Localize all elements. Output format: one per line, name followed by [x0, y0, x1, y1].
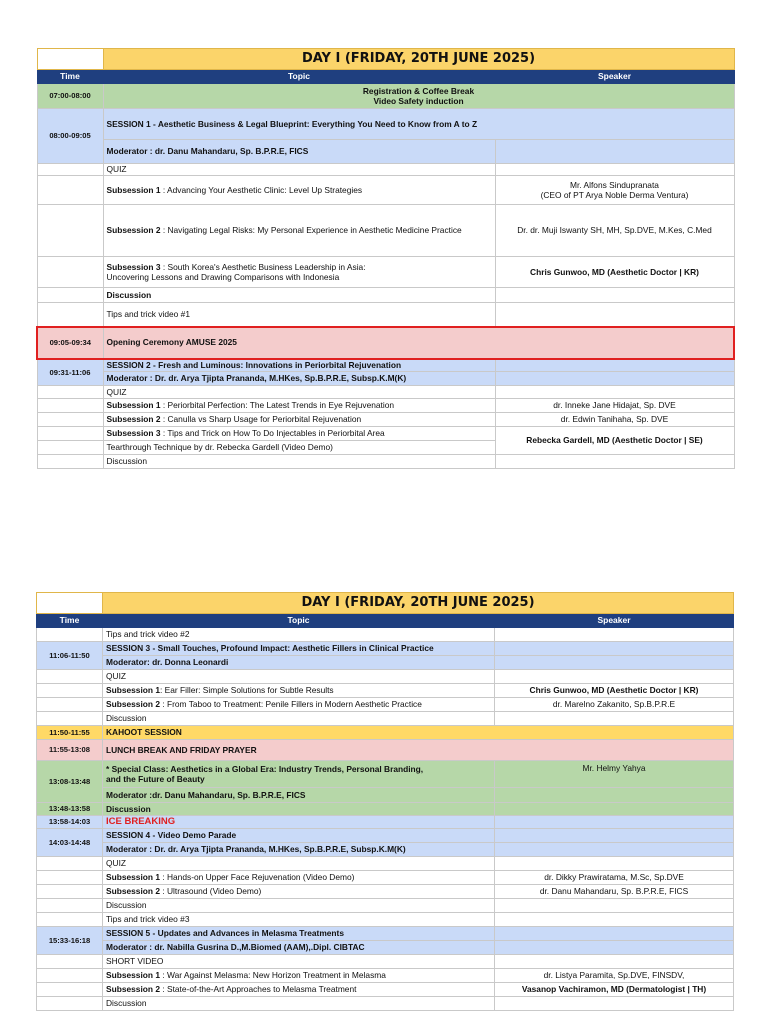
subsession-label: Subsession 2	[106, 414, 161, 425]
session-title: SESSION 3 - Small Touches, Profound Impact: Aesthetic Fillers in Clinical Practice	[103, 642, 495, 656]
table-row	[37, 303, 734, 327]
quiz-label: QUIZ	[103, 164, 495, 176]
moderator: Moderator : Dr. dr. Arya Tjipta Prananda, M.HKes, Sp.B.P.R.E, Subsp.K.M(K)	[103, 372, 495, 386]
table-row	[37, 684, 734, 698]
header-topic: Topic	[103, 614, 495, 628]
subsession-label: Subsession 2	[106, 984, 160, 995]
registration-line: Registration & Coffee Break	[362, 85, 475, 96]
subsession-topic	[103, 257, 495, 288]
subsession-label: Subsession 1	[106, 970, 160, 981]
table-row	[37, 843, 734, 857]
subsession-text: : Tips and Trick on How To Do Injectables in Periorbital Area	[160, 428, 385, 439]
table-row	[37, 140, 734, 164]
session-title: SESSION 4 - Video Demo Parade	[103, 829, 495, 843]
table-row	[37, 642, 734, 656]
speaker-cell	[495, 176, 734, 205]
speaker-cell: dr. Marelno Zakanito, Sp.B.P.R.E	[495, 698, 734, 712]
speaker-cell: Chris Gunwoo, MD (Aesthetic Doctor | KR)	[495, 257, 734, 288]
title-row	[37, 49, 734, 70]
subsession-label: Subsession 3	[106, 428, 161, 439]
table-row	[37, 176, 734, 205]
opening-ceremony: Opening Ceremony AMUSE 2025	[103, 327, 734, 359]
subsession-topic	[103, 205, 495, 257]
table-row	[37, 899, 734, 913]
subsession-label: Subsession 1	[106, 400, 161, 411]
time-cell: 11:06-11:50	[37, 642, 103, 670]
table-row	[37, 969, 734, 983]
subsession-text: : Ultrasound (Video Demo)	[160, 886, 262, 897]
subsession-topic	[103, 871, 495, 885]
moderator: Moderator : dr. Nabilla Gusrina D.,M.Biomed (AAM),.Dipl. CIBTAC	[103, 941, 495, 955]
table-row	[37, 941, 734, 955]
subsession-topic	[103, 698, 495, 712]
discussion-label: Discussion	[103, 288, 495, 303]
header-time: Time	[37, 70, 103, 84]
subsession-text-line2: Uncovering Lessons and Drawing Comparisons with Indonesia	[106, 272, 340, 282]
speaker-cell: Chris Gunwoo, MD (Aesthetic Doctor | KR)	[495, 684, 734, 698]
subsession-topic	[103, 969, 495, 983]
tips-video-label: Tips and trick video #3	[103, 913, 495, 927]
table-row	[37, 109, 734, 140]
short-video-label: SHORT VIDEO	[103, 955, 495, 969]
time-cell: 13:58-14:03	[37, 816, 103, 829]
special-class-line1: * Special Class: Aesthetics in a Global Era: Industry Trends, Personal Branding,	[106, 763, 424, 774]
subsession-text: : Navigating Legal Risks: My Personal Experience in Aesthetic Medicine Practice	[160, 225, 462, 236]
special-class-title	[103, 761, 495, 788]
subsession-label: Subsession 1	[106, 184, 161, 195]
subsession-label: Subsession 3	[106, 261, 161, 272]
table-row	[37, 372, 734, 386]
table-row	[37, 761, 734, 788]
table-row	[37, 927, 734, 941]
speaker-cell: dr. Inneke Jane Hidajat, Sp. DVE	[495, 399, 734, 413]
table-row	[37, 913, 734, 927]
subsession-text: : Periorbital Perfection: The Latest Trends in Eye Rejuvenation	[160, 400, 395, 411]
subsession-text: : Hands-on Upper Face Rejuvenation (Video Demo)	[160, 872, 355, 883]
time-cell: 07:00-08:00	[37, 84, 103, 109]
schedule-table-1	[36, 48, 735, 469]
time-cell: 09:31-11:06	[37, 359, 103, 386]
time-cell: 13:08-13:48	[37, 761, 103, 803]
tips-video-label: Tips and trick video #2	[103, 628, 495, 642]
quiz-label: QUIZ	[103, 857, 495, 871]
table-row	[37, 656, 734, 670]
table-row	[37, 726, 734, 740]
table-row	[37, 670, 734, 684]
table-row	[37, 829, 734, 843]
header-row	[37, 614, 734, 628]
time-cell: 11:50-11:55	[37, 726, 103, 740]
table-row	[37, 857, 734, 871]
moderator: Moderator :dr. Danu Mahandaru, Sp. B.P.R.E, FICS	[103, 788, 495, 803]
subsession-topic	[103, 399, 495, 413]
speaker-cell: Rebecka Gardell, MD (Aesthetic Doctor | SE)	[495, 427, 734, 455]
day-title: DAY I (FRIDAY, 20TH JUNE 2025)	[103, 49, 734, 70]
speaker-cell: dr. Dikky Prawiratama, M.Sc, Sp.DVE	[495, 871, 734, 885]
subsession-text: : Advancing Your Aesthetic Clinic: Level Up Strategies	[160, 184, 363, 195]
subsession-label: Subsession 2	[106, 886, 160, 897]
speaker-cell: dr. Listya Paramita, Sp.DVE, FINSDV,	[495, 969, 734, 983]
time-cell: 09:05-09:34	[37, 327, 103, 359]
time-cell: 15:33-16:18	[37, 927, 103, 955]
table-row	[37, 386, 734, 399]
speaker-cell: Dr. dr. Muji Iswanty SH, MH, Sp.DVE, M.Kes, C.Med	[495, 205, 734, 257]
moderator: Moderator : Dr. dr. Arya Tjipta Prananda, M.HKes, Sp.B.P.R.E, Subsp.K.M(K)	[103, 843, 495, 857]
table-row	[37, 885, 734, 899]
speaker-affiliation: (CEO of PT Arya Noble Derma Ventura)	[540, 190, 689, 200]
subsession-text: : State-of-the-Art Approaches to Melasma Treatment	[160, 984, 357, 995]
speaker-name: Mr. Alfons Sindupranata	[570, 179, 659, 190]
moderator: Moderator : dr. Danu Mahandaru, Sp. B.P.R.E, FICS	[103, 140, 495, 164]
header-topic: Topic	[103, 70, 495, 84]
session-title: SESSION 2 - Fresh and Luminous: Innovations in Periorbital Rejuvenation	[103, 359, 495, 372]
lunch-break: LUNCH BREAK AND FRIDAY PRAYER	[103, 740, 734, 761]
discussion-label: Discussion	[103, 803, 495, 816]
time-cell: 13:48-13:58	[37, 803, 103, 816]
discussion-label: Discussion	[103, 712, 495, 726]
table-row	[37, 712, 734, 726]
table-row	[37, 698, 734, 712]
discussion-label: Discussion	[103, 997, 495, 1011]
registration-cell	[103, 84, 734, 109]
day-title: DAY I (FRIDAY, 20TH JUNE 2025)	[103, 593, 734, 614]
subsession-label: Subsession 1	[106, 685, 160, 696]
header-speaker: Speaker	[495, 70, 734, 84]
table-row	[37, 955, 734, 969]
table-row	[37, 399, 734, 413]
subsession-label: Subsession 2	[106, 225, 161, 236]
discussion-label: Discussion	[103, 455, 495, 469]
subsession-topic	[103, 885, 495, 899]
speaker-cell: dr. Danu Mahandaru, Sp. B.P.R.E, FICS	[495, 885, 734, 899]
title-row	[37, 593, 734, 614]
subsession-topic	[103, 176, 495, 205]
table-row	[37, 803, 734, 816]
table-row	[37, 871, 734, 885]
table-row	[37, 427, 734, 441]
table-row	[37, 205, 734, 257]
subsession-text: : Ear Filler: Simple Solutions for Subtle Results	[160, 685, 334, 696]
video-safety-line: Video Safety induction	[373, 96, 464, 106]
subsession-topic	[103, 983, 495, 997]
header-speaker: Speaker	[495, 614, 734, 628]
video-demo-topic: Tearthrough Technique by dr. Rebecka Gardell (Video Demo)	[103, 441, 495, 455]
quiz-label: QUIZ	[103, 386, 495, 399]
table-row	[37, 327, 734, 359]
table-row	[37, 164, 734, 176]
header-row	[37, 70, 734, 84]
table-row	[37, 257, 734, 288]
table-row	[37, 413, 734, 427]
session-title: SESSION 5 - Updates and Advances in Melasma Treatments	[103, 927, 495, 941]
time-cell: 08:00-09:05	[37, 109, 103, 164]
speaker-cell: Mr. Helmy Yahya	[495, 761, 734, 788]
discussion-label: Discussion	[103, 899, 495, 913]
table-row	[37, 997, 734, 1011]
kahoot-session: KAHOOT SESSION	[103, 726, 734, 740]
subsession-text: : From Taboo to Treatment: Penile Fillers in Modern Aesthetic Practice	[160, 699, 422, 710]
moderator: Moderator: dr. Donna Leonardi	[103, 656, 495, 670]
ice-breaking: ICE BREAKING	[103, 816, 495, 829]
subsession-topic	[103, 413, 495, 427]
table-row	[37, 816, 734, 829]
header-time: Time	[37, 614, 103, 628]
session-title: SESSION 1 - Aesthetic Business & Legal Blueprint: Everything You Need to Know from A to Z	[103, 109, 734, 140]
table-row	[37, 455, 734, 469]
speaker-cell: dr. Edwin Tanihaha, Sp. DVE	[495, 413, 734, 427]
subsession-text: : War Against Melasma: New Horizon Treatment in Melasma	[160, 970, 386, 981]
tips-video-label: Tips and trick video #1	[103, 303, 495, 327]
subsession-topic	[103, 427, 495, 441]
special-class-line2: and the Future of Beauty	[106, 774, 205, 784]
table-row	[37, 84, 734, 109]
table-row	[37, 628, 734, 642]
speaker-cell: Vasanop Vachiramon, MD (Dermatologist | TH)	[495, 983, 734, 997]
subsession-topic	[103, 684, 495, 698]
subsession-text: : Canulla vs Sharp Usage for Periorbital Rejuvenation	[160, 414, 362, 425]
time-cell: 11:55-13:08	[37, 740, 103, 761]
time-cell: 14:03-14:48	[37, 829, 103, 857]
subsession-text: : South Korea's Aesthetic Business Leadership in Asia:	[160, 261, 366, 272]
table-row	[37, 740, 734, 761]
table-row	[37, 359, 734, 372]
table-row	[37, 788, 734, 803]
schedule-table-2	[36, 592, 734, 1011]
table-row	[37, 288, 734, 303]
subsession-label: Subsession 1	[106, 872, 160, 883]
quiz-label: QUIZ	[103, 670, 495, 684]
table-row	[37, 983, 734, 997]
subsession-label: Subsession 2	[106, 699, 160, 710]
